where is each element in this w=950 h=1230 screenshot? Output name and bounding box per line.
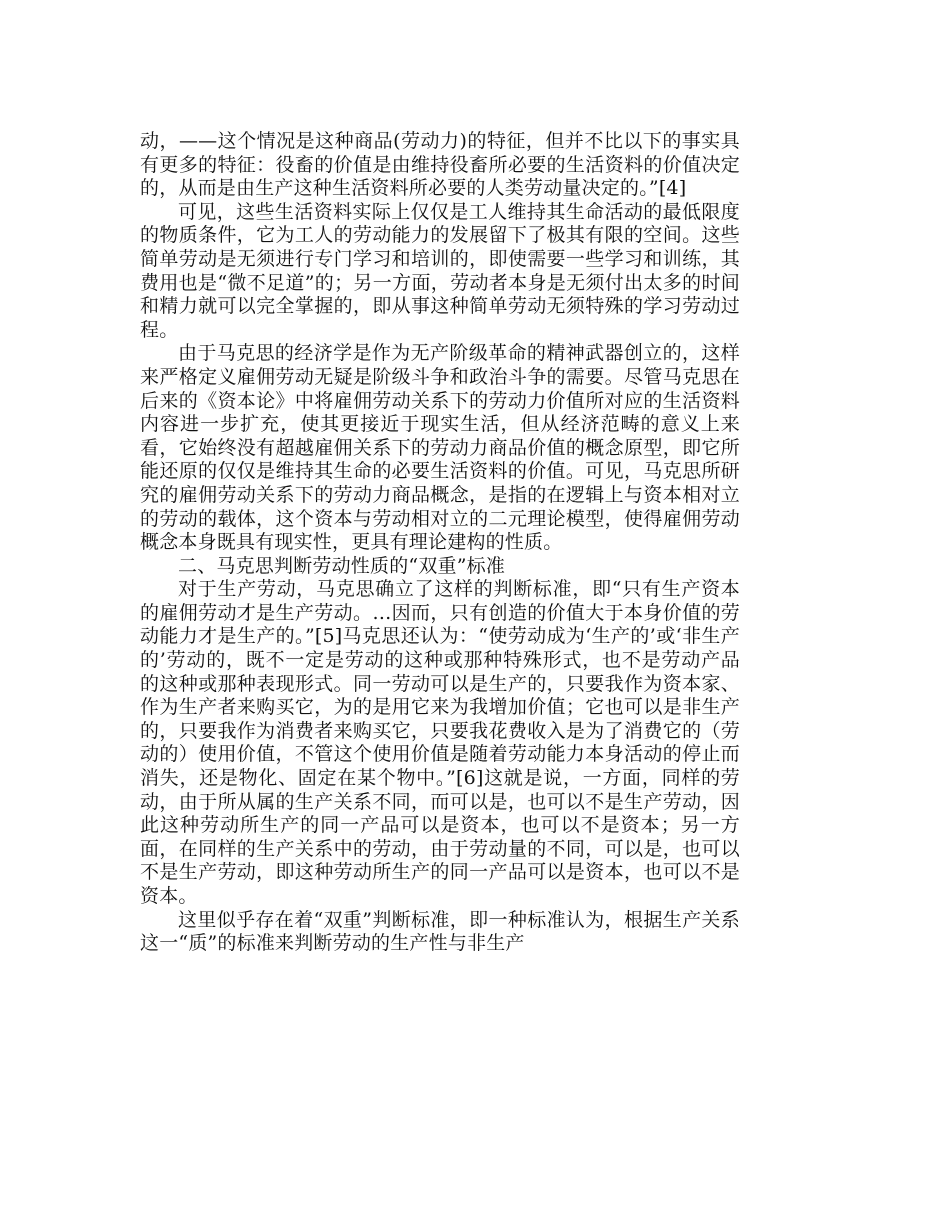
paragraph: 对于生产劳动，马克思确立了这样的判断标准，即“只有生产资本的雇佣劳动才是生产劳动。…因而，只有创造的价值大于本身价值的劳动能力才是生产的。”[5]马克思还认为：“使劳动成为‘生产的’或‘非生产的’劳动的，既不一定是劳动的这种或那种特殊形式，也不是劳动产品的这种或那种表现形式。同一劳动可以是生产的，只要我作为资本家、作为生产者来购买它，为的是用它来为我增加价值；它也可以是非生产的，只要我作为消费者来购买它，只要我花费收入是为了消费它的（劳动的）使用价值，不管这个使用价值是随着劳动能力本身活动的停止而消失，还是物化、固定在某个物中。”[6]这就是说，一方面，同样的劳动，由于所从属的生产关系不同，而可以是，也可以不是生产劳动，因此这种劳动所生产的同一产品可以是资本，也可以不是资本；另一方面，在同样的生产关系中的劳动，由于劳动量的不同，可以是，也可以不是生产劳动，即这种劳动所生产的同一产品可以是资本，也可以不是资本。 bbox=[140, 578, 740, 907]
paragraph: 可见，这些生活资料实际上仅仅是工人维持其生命活动的最低限度的物质条件，它为工人的劳动能力的发展留下了极其有限的空间。这些简单劳动是无须进行专门学习和培训的，即使需要一些学习和训练，其费用也是“微不足道”的；另一方面，劳动者本身是无须付出太多的时间和精力就可以完全掌握的，即从事这种简单劳动无须特殊的学习劳动过程。 bbox=[140, 200, 740, 341]
paragraph: 由于马克思的经济学是作为无产阶级革命的精神武器创立的，这样来严格定义雇佣劳动无疑是阶级斗争和政治斗争的需要。尽管马克思在后来的《资本论》中将雇佣劳动关系下的劳动力价值所对应的生活资料内容进一步扩充，使其更接近于现实生活，但从经济范畴的意义上来看，它始终没有超越雇佣关系下的劳动力商品价值的概念原型，即它所能还原的仅仅是维持其生命的必要生活资料的价值。可见，马克思所研究的雇佣劳动关系下的劳动力商品概念，是指的在逻辑上与资本相对立的劳动的载体，这个资本与劳动相对立的二元理论模型，使得雇佣劳动概念本身既具有现实性，更具有理论建构的性质。 bbox=[140, 342, 740, 554]
paragraph-continuation: 动，——这个情况是这种商品(劳动力)的特征，但并不比以下的事实具有更多的特征：役畜的价值是由维持役畜所必要的生活资料的价值决定的，从而是由生产这种生活资料所必要的人类劳动量决定的。”[4] bbox=[140, 130, 740, 200]
body-text bbox=[140, 130, 740, 956]
section-heading: 二、马克思判断劳动性质的“双重”标准 bbox=[178, 554, 506, 577]
paragraph: 这里似乎存在着“双重”判断标准，即一种标准认为，根据生产关系这一“质”的标准来判断劳动的生产性与非生产 bbox=[140, 908, 740, 955]
